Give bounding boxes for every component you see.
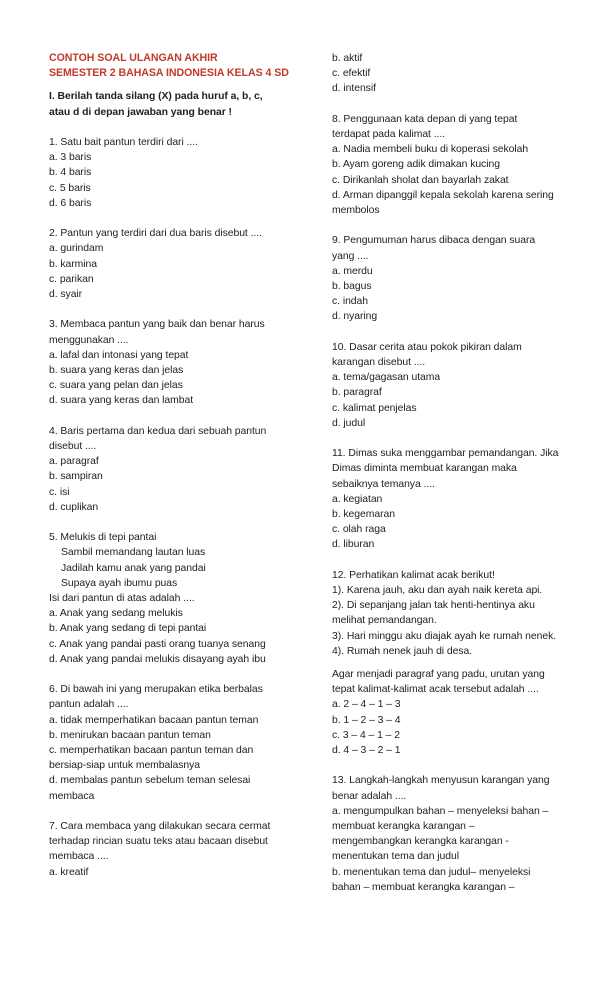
question-text: 2. Pantun yang terdiri dari dua baris disebut .... (49, 228, 262, 240)
answer-option[interactable]: c. olah raga (332, 524, 386, 536)
answer-option[interactable]: a. lafal dan intonasi yang tepat (49, 349, 189, 361)
question-3 (49, 317, 311, 408)
question-prompt: tepat kalimat-kalimat acak tersebut adalah .... (332, 684, 539, 696)
question-text: terhadap rincian suatu teks atau bacaan disebut (49, 836, 268, 848)
answer-option[interactable]: d. 4 – 3 – 2 – 1 (332, 745, 401, 757)
question-text: 9. Pengumuman harus dibaca dengan suara (332, 235, 536, 247)
answer-option-continued: bersiap-siap untuk membalasnya (49, 760, 200, 772)
answer-option[interactable]: d. nyaring (332, 311, 378, 323)
answer-option-continued: bahan – membuat kerangka karangan – (332, 881, 515, 893)
answer-option[interactable]: c. memperhatikan bacaan pantun teman dan (49, 745, 254, 757)
answer-option[interactable]: d. suara yang keras dan lambat (49, 395, 194, 407)
question-text: 11. Dimas suka menggambar pemandangan. Jika (332, 448, 559, 460)
answer-option-continued: mengembangkan kerangka karangan - (332, 836, 509, 848)
answer-option[interactable]: b. menirukan bacaan pantun teman (49, 729, 211, 741)
question-10 (332, 340, 592, 431)
answer-option-continued: membuat kerangka karangan – (332, 821, 475, 833)
answer-option[interactable]: b. paragraf (332, 387, 382, 399)
answer-option[interactable]: a. kreatif (49, 866, 89, 878)
sentence-line: 3). Hari minggu aku diajak ayah ke rumah nenek. (332, 630, 557, 642)
question-text: 1. Satu bait pantun terdiri dari .... (49, 137, 198, 148)
poem-line: Sambil memandang lautan luas (61, 547, 206, 559)
answer-option[interactable]: a. merdu (332, 265, 373, 277)
answer-option[interactable]: d. Arman dipanggil kepala sekolah karena sering (332, 189, 554, 201)
answer-option[interactable]: a. paragraf (49, 456, 99, 468)
question-8 (332, 112, 592, 218)
title-line-2: SEMESTER 2 BAHASA INDONESIA KELAS 4 SD (49, 67, 289, 80)
answer-option[interactable]: c. Anak yang pandai pasti orang tuanya senang (49, 638, 266, 650)
answer-option[interactable]: c. suara yang pelan dan jelas (49, 380, 183, 392)
question-text: yang .... (332, 250, 369, 262)
right-column (332, 51, 592, 895)
left-column (49, 51, 311, 880)
answer-option[interactable]: a. tidak memperhatikan bacaan pantun teman (49, 714, 259, 726)
answer-option[interactable]: c. 3 – 4 – 1 – 2 (332, 729, 400, 741)
answer-option[interactable]: d. syair (49, 289, 83, 301)
sentence-line: 4). Rumah nenek jauh di desa. (332, 645, 473, 657)
question-12 (332, 568, 592, 758)
question-6 (49, 682, 311, 804)
answer-option[interactable]: b. 4 baris (49, 167, 92, 179)
sentence-line: 1). Karena jauh, aku dan ayah naik kereta api. (332, 585, 543, 597)
question-text: Dimas diminta membuat karangan maka (332, 463, 517, 475)
answer-option-continued: membolos (332, 205, 380, 217)
question-13 (332, 773, 592, 895)
answer-option[interactable]: c. isi (49, 486, 70, 498)
answer-option[interactable]: a. mengumpulkan bahan – menyeleksi bahan – (332, 805, 549, 817)
question-text: menggunakan .... (49, 334, 129, 346)
answer-option-continued: menentukan tema dan judul (332, 851, 459, 863)
answer-option[interactable]: a. 2 – 4 – 1 – 3 (332, 699, 401, 711)
answer-option[interactable]: b. bagus (332, 281, 372, 293)
answer-option[interactable]: d. 6 baris (49, 197, 92, 209)
answer-option[interactable]: c. parikan (49, 273, 94, 285)
answer-option[interactable]: a. Anak yang sedang melukis (49, 608, 183, 620)
answer-option[interactable]: c. efektif (332, 68, 371, 80)
answer-option[interactable]: c. 5 baris (49, 182, 91, 194)
poem-line: Jadilah kamu anak yang pandai (61, 562, 206, 574)
question-4 (49, 424, 311, 515)
question-5 (49, 530, 311, 667)
answer-option[interactable]: a. kegiatan (332, 493, 383, 505)
answer-option[interactable]: a. gurindam (49, 243, 104, 255)
question-text: terdapat pada kalimat .... (332, 129, 446, 140)
answer-option[interactable]: b. menentukan tema dan judul– menyeleksi (332, 866, 531, 878)
question-text: disebut .... (49, 441, 97, 453)
question-text: benar adalah .... (332, 790, 407, 802)
question-7 (49, 819, 311, 880)
question-9 (332, 233, 592, 324)
instruction-line-2: atau d di depan jawaban yang benar ! (49, 106, 232, 118)
answer-option[interactable]: b. suara yang keras dan jelas (49, 365, 184, 377)
question-1 (49, 135, 311, 211)
poem-line: Supaya ayah ibumu puas (61, 577, 178, 589)
answer-option[interactable]: c. kalimat penjelas (332, 402, 417, 414)
answer-option[interactable]: b. 1 – 2 – 3 – 4 (332, 714, 401, 726)
answer-option[interactable]: c. Dirikanlah sholat dan bayarlah zakat (332, 174, 509, 186)
answer-option[interactable]: b. Ayam goreng adik dimakan kucing (332, 159, 500, 171)
answer-option[interactable]: b. karmina (49, 258, 98, 270)
answer-option[interactable]: c. indah (332, 296, 368, 308)
question-text: 6. Di bawah ini yang merupakan etika berbalas (49, 684, 263, 696)
question-text: sebaiknya temanya .... (332, 478, 435, 490)
question-text: membaca .... (49, 851, 109, 863)
question-text: 5. Melukis di tepi pantai (49, 532, 157, 544)
sentence-line: 2). Di sepanjang jalan tak henti-hentinya aku (332, 600, 535, 612)
answer-option[interactable]: d. Anak yang pandai melukis disayang ayah ibu (49, 653, 266, 665)
question-prompt: Agar menjadi paragraf yang padu, urutan yang (332, 669, 545, 681)
title-line-1: CONTOH SOAL ULANGAN AKHIR (49, 52, 218, 64)
question-11 (332, 446, 592, 552)
answer-option[interactable]: d. cuplikan (49, 501, 99, 513)
answer-option[interactable]: d. intensif (332, 83, 376, 95)
question-prompt: Isi dari pantun di atas adalah .... (49, 593, 195, 605)
question-text: 13. Langkah-langkah menyusun karangan yang (332, 775, 550, 787)
question-text: karangan disebut .... (332, 357, 426, 369)
question-text: 7. Cara membaca yang dilakukan secara cermat (49, 821, 271, 833)
question-text: 12. Perhatikan kalimat acak berikut! (332, 569, 495, 581)
answer-option[interactable]: d. membalas pantun sebelum teman selesai (49, 775, 251, 787)
answer-option[interactable]: b. Anak yang sedang di tepi pantai (49, 623, 207, 635)
question-text: 4. Baris pertama dan kedua dari sebuah pantun (49, 425, 267, 437)
sentence-line: melihat pemandangan. (332, 615, 437, 627)
answer-option[interactable]: a. Nadia membeli buku di koperasi sekolah (332, 144, 529, 156)
question-text: 10. Dasar cerita atau pokok pikiran dalam (332, 341, 522, 353)
answer-option[interactable]: d. judul (332, 417, 366, 429)
answer-option[interactable]: b. aktif (332, 53, 363, 64)
question-text: 8. Penggunaan kata depan di yang tepat (332, 113, 518, 125)
instruction-line-1: I. Berilah tanda silang (X) pada huruf a, b, c, (49, 91, 263, 103)
answer-option[interactable]: b. sampiran (49, 471, 103, 483)
answer-option[interactable]: a. tema/gagasan utama (332, 372, 441, 384)
question-2 (49, 226, 311, 302)
answer-option[interactable]: a. 3 baris (49, 152, 92, 164)
question-text: 3. Membaca pantun yang baik dan benar harus (49, 319, 265, 331)
answer-option-continued: membaca (49, 790, 95, 802)
answer-option[interactable]: b. kegemaran (332, 509, 395, 521)
answer-option[interactable]: d. liburan (332, 539, 375, 551)
question-text: pantun adalah .... (49, 699, 129, 711)
